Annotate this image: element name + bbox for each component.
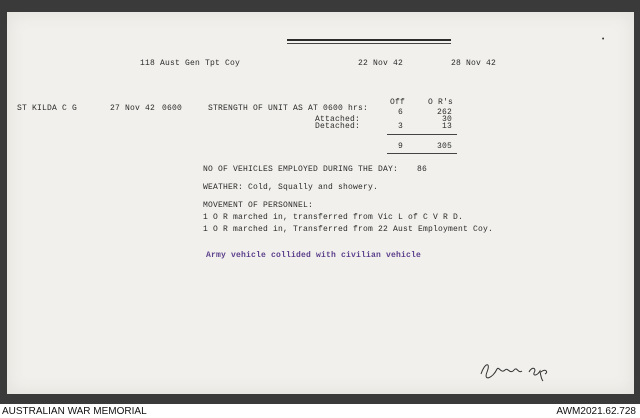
period-to: 28 Nov 42 [451,59,497,68]
footer-accession: AWM2021.62.728 [556,406,636,417]
col-ors-header: O R's [428,98,454,107]
entry-place: ST KILDA C G [17,104,78,113]
strength-off: 6 [397,108,403,117]
total-rule-top [387,134,457,135]
signature-image [477,360,567,382]
detached-off: 3 [397,122,403,131]
vehicles-value: 86 [417,165,428,174]
total-ors: 305 [436,142,452,151]
attached-label: Attached: [315,115,361,124]
weather-line: WEATHER: Cold, Squally and showery. [203,183,379,192]
entry-date: 27 Nov 42 [110,104,156,113]
strength-ors: 262 [436,108,452,117]
entry-time: 0600 [162,104,183,113]
total-off: 9 [397,142,403,151]
unit-name: 118 Aust Gen Tpt Coy [140,59,241,68]
movement-line-2: 1 O R marched in, Transferred from 22 Aust Employment Coy. [203,225,494,234]
attached-ors: 30 [441,115,452,124]
diary-sheet [7,12,634,394]
movement-line-1: 1 O R marched in, transferred from Vic L of C V R D. [203,213,464,222]
total-rule-bottom [387,153,457,154]
footer-source: AUSTRALIAN WAR MEMORIAL [2,406,147,417]
detached-ors: 13 [441,122,452,131]
period-from: 22 Nov 42 [358,59,404,68]
col-off-header: Off [390,98,406,107]
stamp-note: Army vehicle collided with civilian vehicle [206,251,422,260]
detached-label: Detached: [315,122,361,131]
header-rule-lower [287,43,451,44]
vehicles-label: NO OF VEHICLES EMPLOYED DURING THE DAY: [203,165,399,174]
movement-heading: MOVEMENT OF PERSONNEL: [203,201,314,210]
header-rule [287,39,451,41]
corner-mark: • [601,36,606,44]
strength-label: STRENGTH OF UNIT AS AT 0600 hrs: [208,104,369,113]
